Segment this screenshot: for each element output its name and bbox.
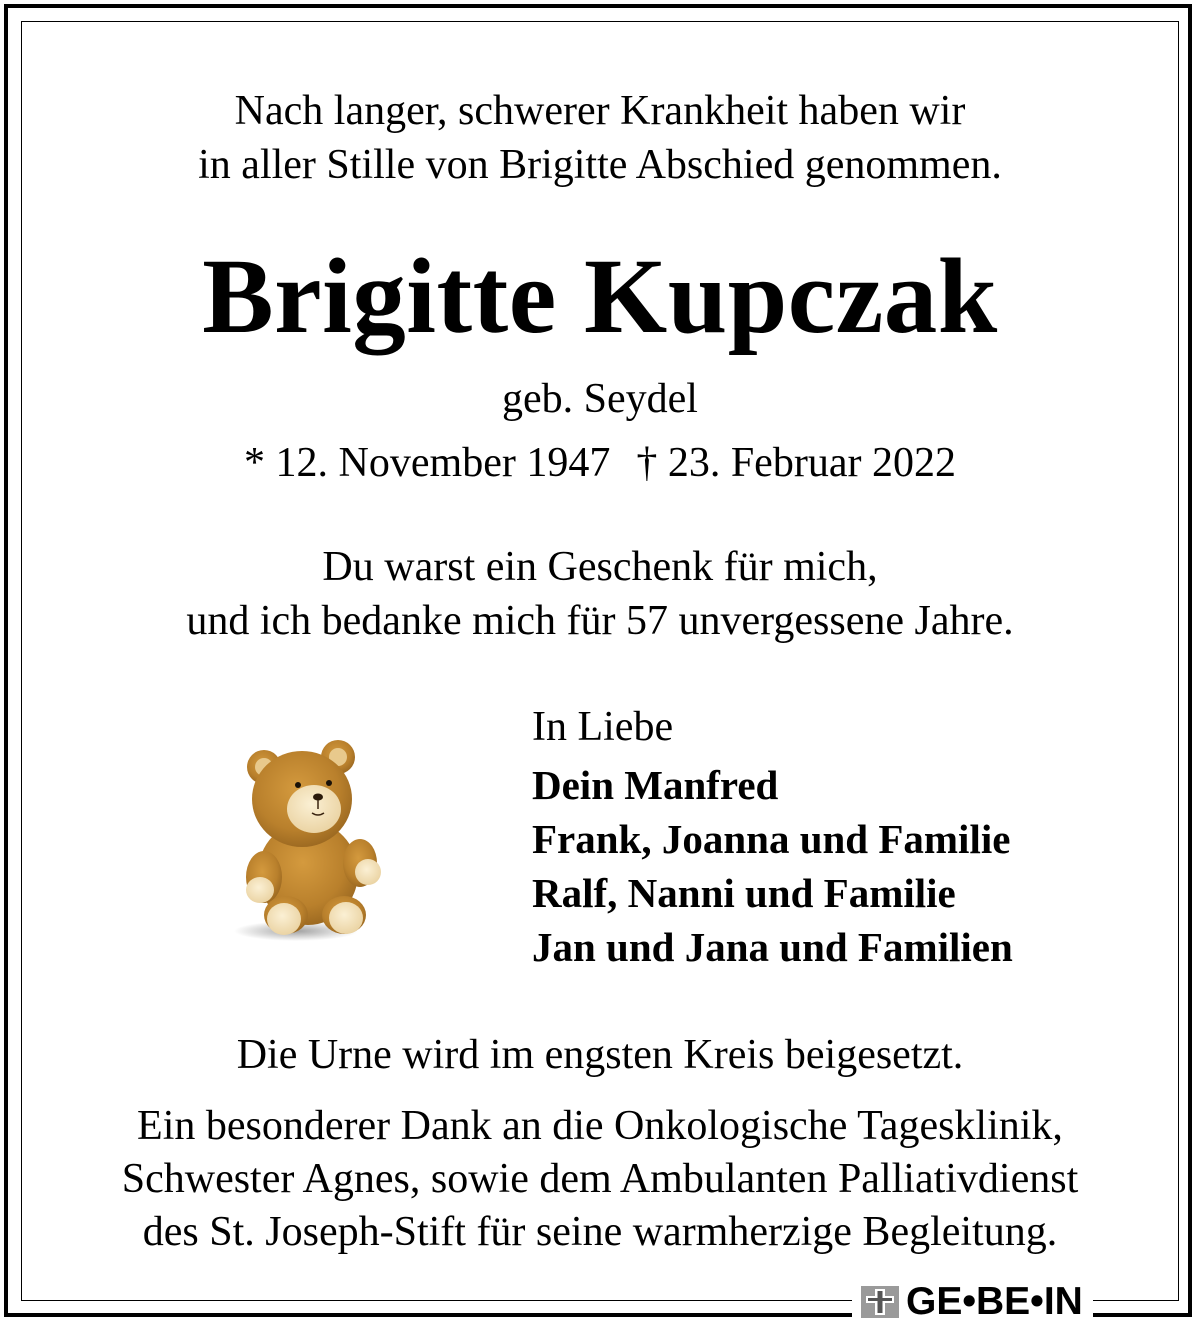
death-date: † 23. Februar 2022: [636, 440, 956, 486]
signer-1: Dein Manfred: [532, 762, 779, 808]
gebein-emblem-icon: [860, 1285, 900, 1319]
logo-text: GE•BE•IN: [906, 1280, 1083, 1323]
publisher-logo: [852, 1280, 1093, 1323]
urn-note: Die Urne wird im engsten Kreis beigesetzt.: [236, 1032, 964, 1078]
life-dates: [0, 436, 1200, 490]
greeting: In Liebe: [532, 704, 674, 750]
thanks-line-1: Ein besonderer Dank an die Onkologische Tagesklinik,: [137, 1103, 1063, 1149]
maiden-name: geb. Seydel: [502, 376, 698, 422]
teddy-bear-icon: [226, 735, 396, 945]
signer-list: [532, 758, 1013, 974]
birth-date: * 12. November 1947: [244, 440, 611, 486]
deceased-name: Brigitte Kupczak: [202, 238, 998, 356]
signer-4: Jan und Jana und Familien: [532, 924, 1013, 970]
signers-block: [532, 700, 1013, 974]
thanks-line-3: des St. Joseph-Stift für seine warmherzige Begleitung.: [142, 1209, 1058, 1255]
thanks-line-2: Schwester Agnes, sowie dem Ambulanten Palliativdienst: [121, 1156, 1079, 1202]
verse-line-1: Du warst ein Geschenk für mich,: [322, 544, 878, 590]
intro-line-2: in aller Stille von Brigitte Abschied genommen.: [198, 142, 1002, 188]
intro-line-1: Nach langer, schwerer Krankheit haben wir: [234, 88, 966, 134]
verse-line-2: und ich bedanke mich für 57 unvergessene Jahre.: [186, 598, 1014, 644]
signer-3: Ralf, Nanni und Familie: [532, 870, 956, 916]
signer-2: Frank, Joanna und Familie: [532, 816, 1011, 862]
